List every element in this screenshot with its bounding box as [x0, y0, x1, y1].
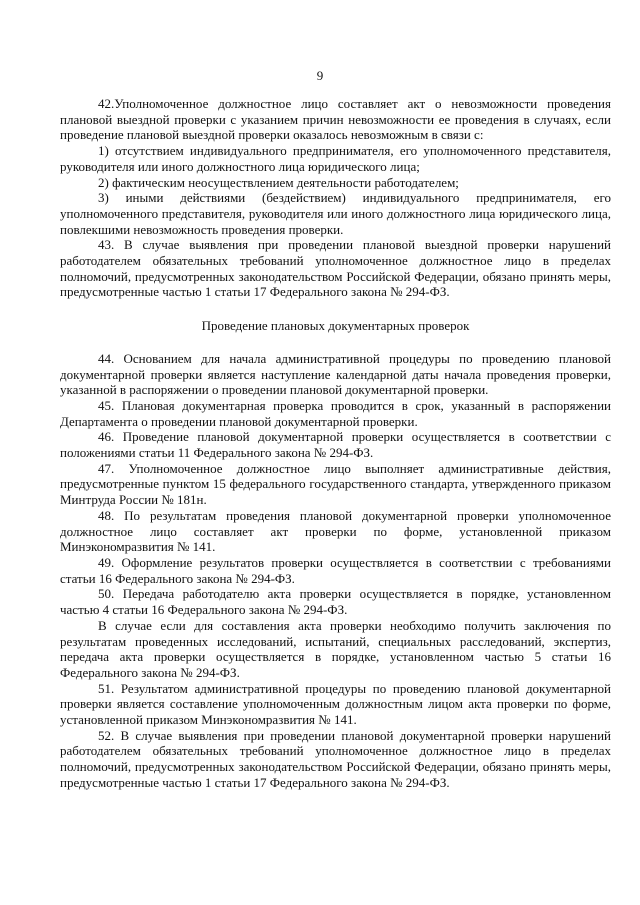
- paragraph-52: 52. В случае выявления при проведении плановой документарной проверки нарушений работодателем обязательных требований уполномоченное должностное лицо в пределах полномочий, предусмотренных законодательством Российской Федерации, обязано принять меры, предусмотренные частью 1 статьи 17 Федерального закона № 294-ФЗ.: [60, 727, 611, 790]
- paragraph-43: 43. В случае выявления при проведении плановой выездной проверки нарушений работодателем обязательных требований уполномоченное должностное лицо в пределах полномочий, предусмотренных законодательством Российской Федерации, обязано принять меры, предусмотренные частью 1 статьи 17 Федерального закона № 294-ФЗ.: [60, 237, 611, 300]
- page-number: 9: [316, 68, 324, 83]
- paragraph-50-extra: В случае если для составления акта проверки необходимо получить заключения по результатам проведенных исследований, испытаний, специальных расследований, экспертиз, передача акта проверки осуществляется в порядке, установленном частью 5 статьи 16 Федерального закона № 294-ФЗ.: [60, 617, 611, 680]
- document-body: [60, 96, 611, 791]
- paragraph-42: 42.Уполномоченное должностное лицо составляет акт о невозможности проведения плановой выездной проверки с указанием причин невозможности ее проведения в случаях, если проведение плановой выездной проверки оказалось невозможным в связи с:: [60, 96, 611, 143]
- paragraph-42-item-3: 3) иными действиями (бездействием) индивидуального предпринимателя, его уполномоченного представителя, руководителя или иного должностного лица юридического лица, повлекшими невозможность проведения проверки.: [60, 190, 611, 237]
- paragraph-42-item-1: 1) отсутствием индивидуального предпринимателя, его уполномоченного представителя, руководителя или иного должностного лица юридического лица;: [60, 143, 611, 174]
- paragraph-46: 46. Проведение плановой документарной проверки осуществляется в соответствии с положениями статьи 11 Федерального закона № 294-ФЗ.: [60, 429, 611, 461]
- paragraph-45: 45. Плановая документарная проверка проводится в срок, указанный в распоряжении Департамента о проведении плановой документарной проверки.: [60, 397, 611, 429]
- paragraph-51: 51. Результатом административной процедуры по проведению плановой документарной проверки является составление уполномоченным должностным лицом акта проверки по форме, установленной приказом Минэкономразвития № 141.: [60, 680, 611, 728]
- paragraph-44: 44. Основанием для начала административной процедуры по проведению плановой документарной проверки является наступление календарной даты начала проведения проверки, указанной в распоряжении о проведении плановой документарной проверки.: [60, 350, 611, 398]
- paragraph-50: 50. Передача работодателю акта проверки осуществляется в порядке, установленном частью 4 статьи 16 Федерального закона № 294-ФЗ.: [60, 586, 611, 618]
- paragraph-47: 47. Уполномоченное должностное лицо выполняет административные действия, предусмотренные пунктом 15 федерального государственного стандарта, утвержденного приказом Минтруда России № 181н.: [60, 460, 611, 508]
- paragraph-49: 49. Оформление результатов проверки осуществляется в соответствии с требованиями статьи 16 Федерального закона № 294-ФЗ.: [60, 554, 611, 586]
- section-heading: Проведение плановых документарных проверок: [201, 318, 470, 334]
- paragraph-48: 48. По результатам проведения плановой документарной проверки уполномоченное должностное лицо составляет акт проверки по форме, установленной приказом Минэкономразвития № 141.: [60, 507, 611, 555]
- paragraph-42-item-2: 2) фактическим неосуществлением деятельности работодателем;: [98, 174, 459, 190]
